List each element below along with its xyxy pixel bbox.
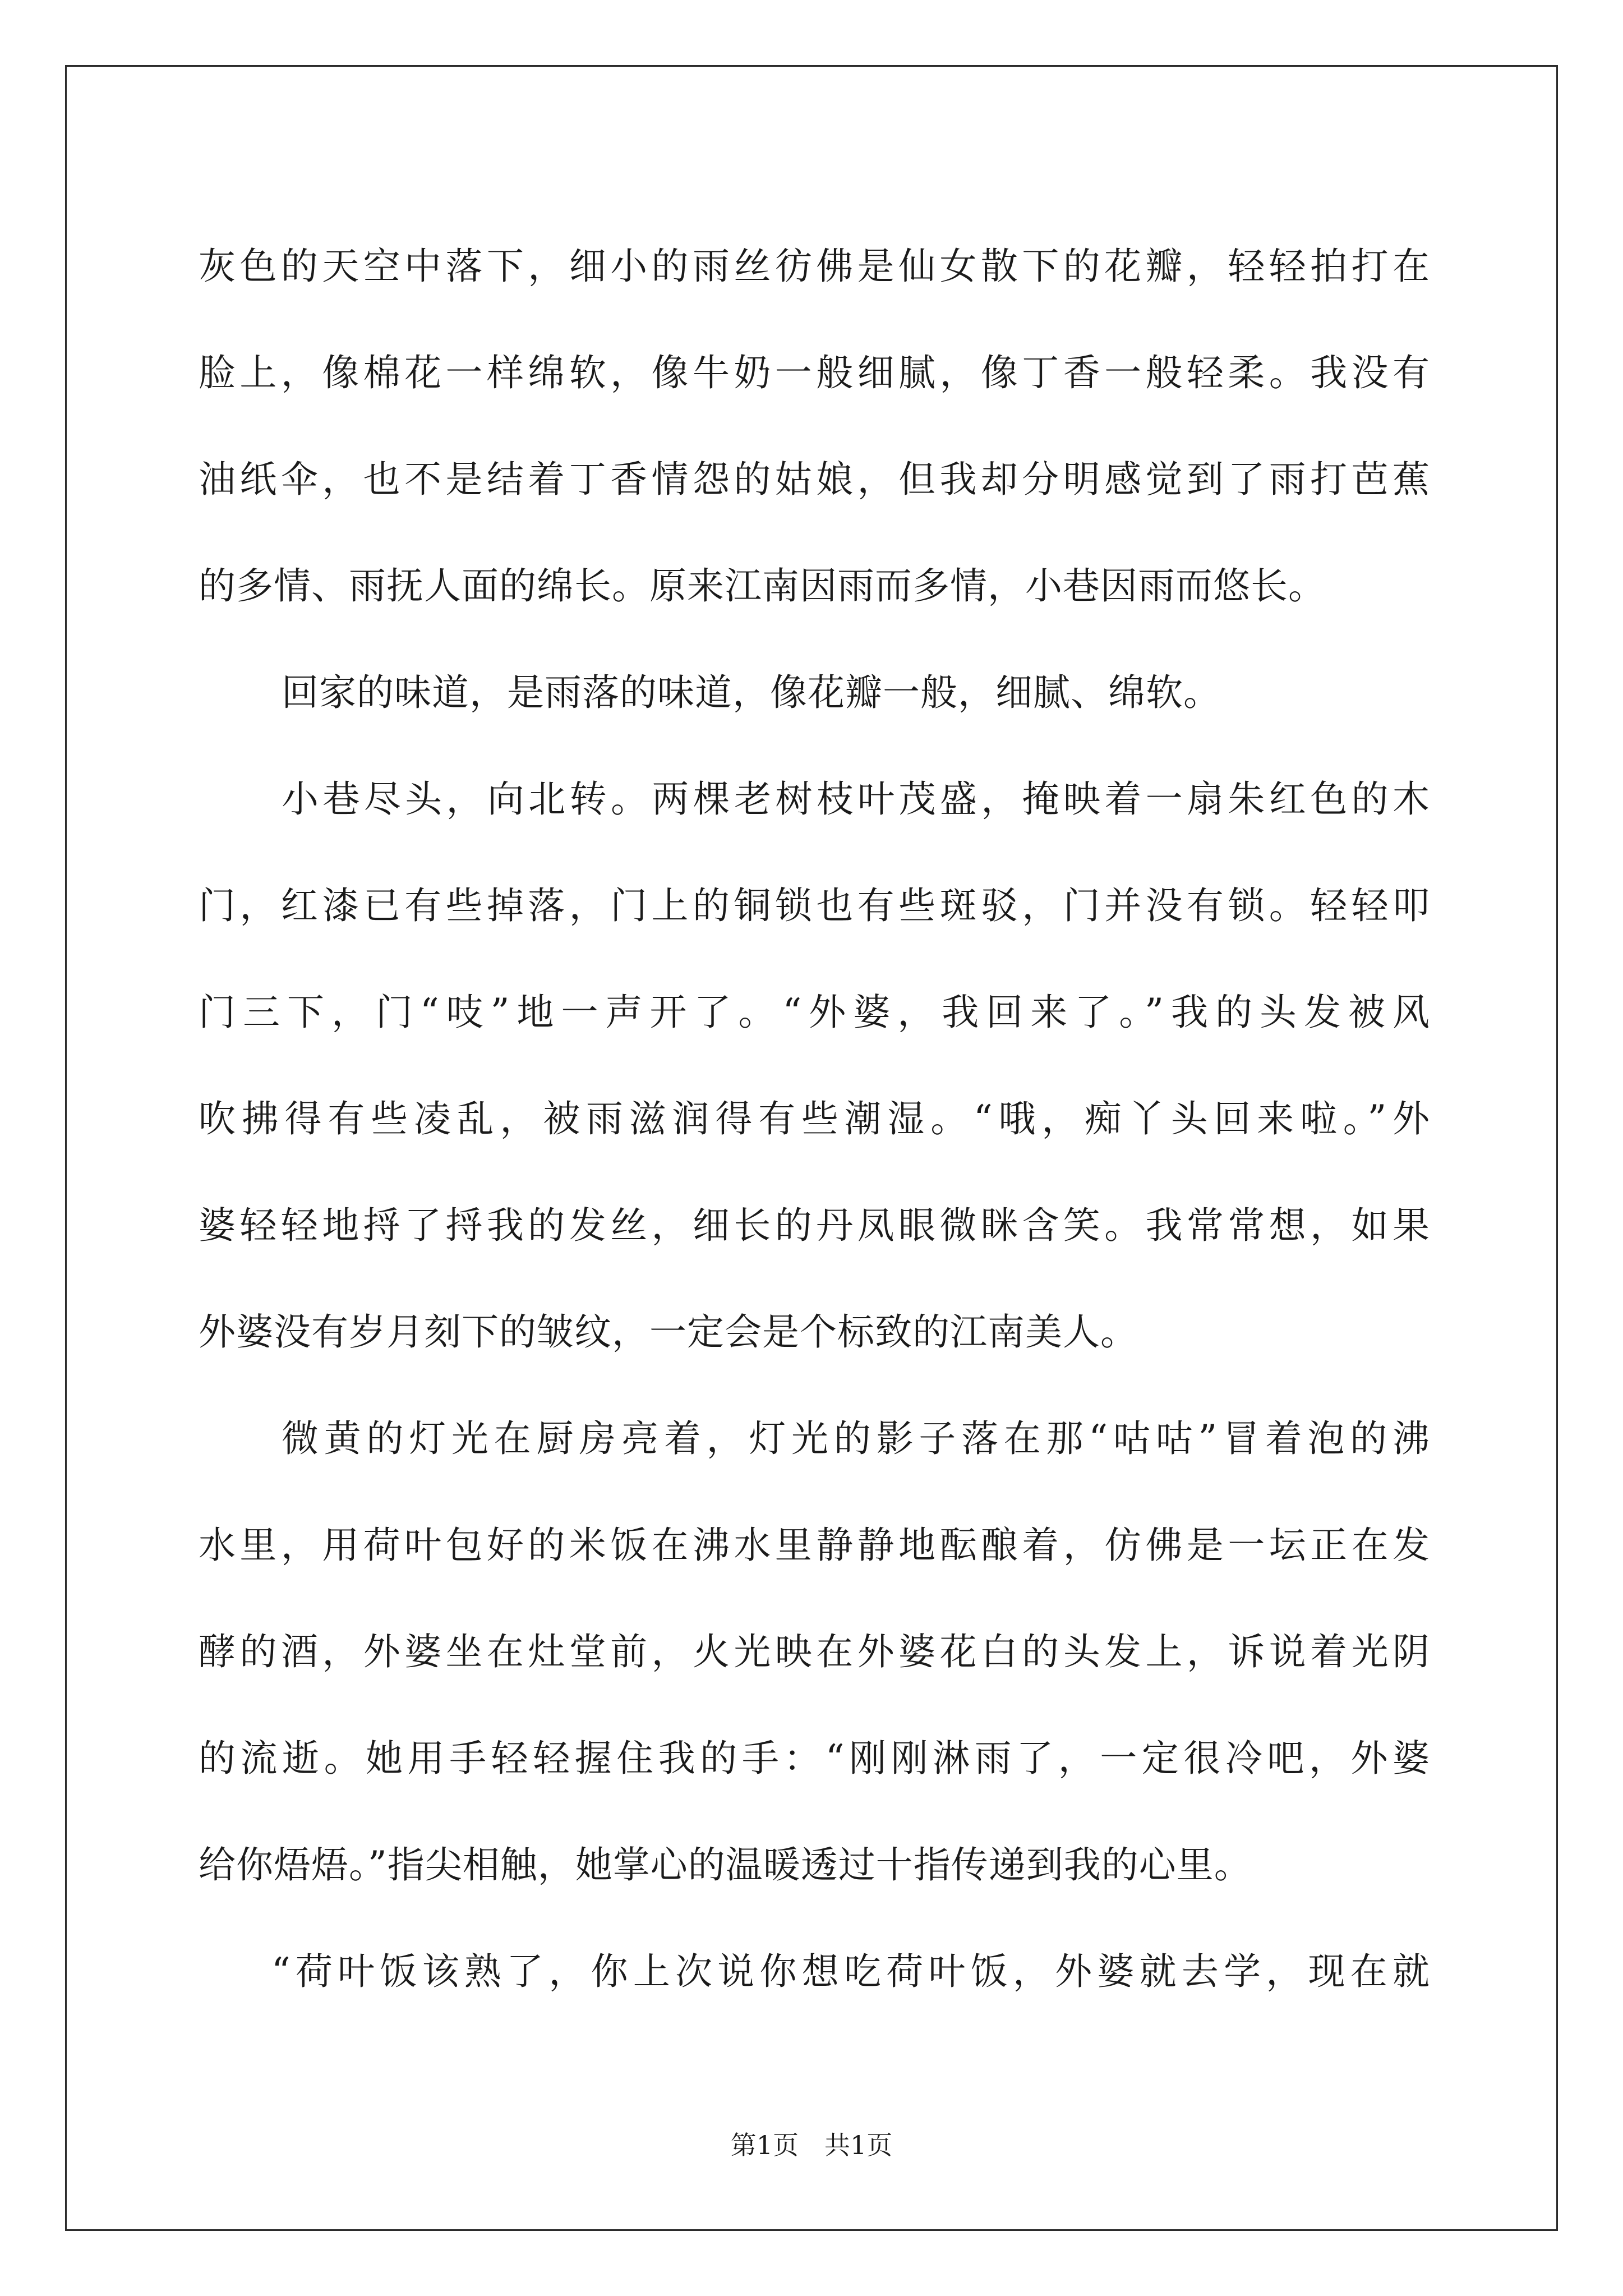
- text-line: 门，红漆已有些掉落，门上的铜锁也有些斑驳，门并没有锁。轻轻叩: [199, 884, 1430, 927]
- text-line: 灰色的天空中落下，细小的雨丝彷佛是仙女散下的花瓣，轻轻拍打在: [199, 245, 1430, 288]
- text-line: 吹拂得有些凌乱，被雨滋润得有些潮湿。“哦，痴丫头回来啦。”外: [199, 1097, 1430, 1140]
- text-line: 给你焐焐。”指尖相触，她掌心的温暖透过十指传递到我的心里。: [199, 1843, 1252, 1887]
- text-line: 油纸伞，也不是结着丁香情怨的姑娘，但我却分明感觉到了雨打芭蕉: [199, 458, 1430, 501]
- paragraph-start-line: 回家的味道，是雨落的味道，像花瓣一般，细腻、绵软。: [282, 671, 1221, 714]
- document-body: [199, 213, 1430, 2025]
- page-total: 共1页: [824, 2130, 893, 2160]
- text-line: 门三下，门“吱”地一声开了。“外婆，我回来了。”我的头发被风: [199, 991, 1430, 1034]
- page-footer: [0, 2125, 1623, 2162]
- paragraph-start-line: 微黄的灯光在厨房亮着，灯光的影子落在那“咕咕”冒着泡的沸: [282, 1417, 1430, 1460]
- paragraph-start-line: 小巷尽头，向北转。两棵老树枝叶茂盛，掩映着一扇朱红色的木: [282, 777, 1430, 821]
- text-line: 脸上，像棉花一样绵软，像牛奶一般细腻，像丁香一般轻柔。我没有: [199, 351, 1430, 394]
- text-line: 酵的酒，外婆坐在灶堂前，火光映在外婆花白的头发上，诉说着光阴: [199, 1630, 1430, 1673]
- text-line: 的流逝。她用手轻轻握住我的手：“刚刚淋雨了，一定很冷吧，外婆: [199, 1737, 1430, 1780]
- text-line: 水里，用荷叶包好的米饭在沸水里静静地酝酿着，仿佛是一坛正在发: [199, 1524, 1430, 1567]
- paragraph-start-line: “荷叶饭该熟了，你上次说你想吃荷叶饭，外婆就去学，现在就: [271, 1950, 1430, 1993]
- text-line: 外婆没有岁月刻下的皱纹，一定会是个标致的江南美人。: [199, 1310, 1138, 1354]
- text-line: 婆轻轻地捋了捋我的发丝，细长的丹凤眼微眯含笑。我常常想，如果: [199, 1204, 1430, 1247]
- page-number: 第1页: [730, 2130, 799, 2160]
- text-line: 的多情、雨抚人面的绵长。原来江南因雨而多情，小巷因雨而悠长。: [199, 564, 1326, 608]
